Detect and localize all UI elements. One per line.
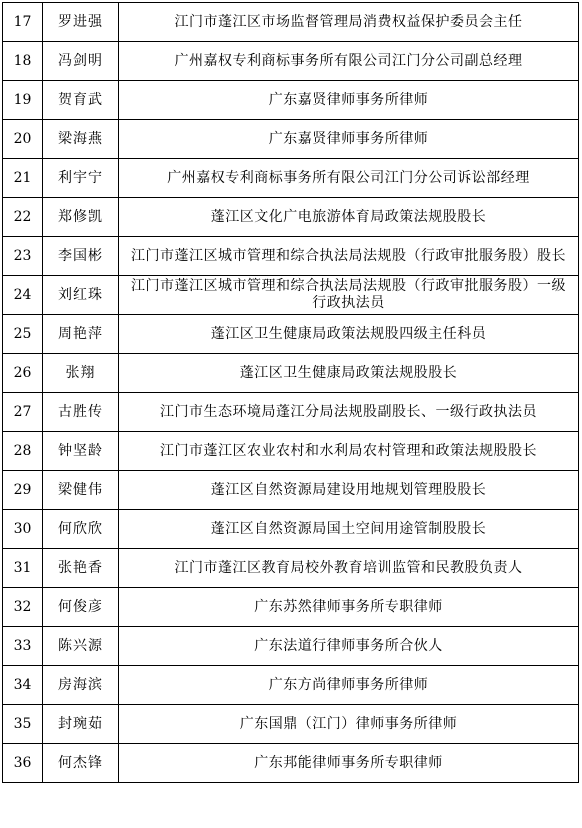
row-number-cell: 31 xyxy=(3,549,43,588)
table-row xyxy=(3,3,579,42)
row-number-cell: 33 xyxy=(3,627,43,666)
table-row xyxy=(3,354,579,393)
row-number-cell: 21 xyxy=(3,159,43,198)
member-organization-cell: 广州嘉权专利商标事务所有限公司江门分公司副总经理 xyxy=(119,42,579,81)
table-row xyxy=(3,276,579,315)
row-number-cell: 22 xyxy=(3,198,43,237)
member-organization-cell: 江门市蓬江区市场监督管理局消费权益保护委员会主任 xyxy=(119,3,579,42)
row-number-cell: 20 xyxy=(3,120,43,159)
table-row xyxy=(3,471,579,510)
member-name-cell: 周艳萍 xyxy=(43,315,119,354)
member-name-cell: 钟坚龄 xyxy=(43,432,119,471)
member-name-cell: 张翔 xyxy=(43,354,119,393)
member-name-cell: 何杰锋 xyxy=(43,744,119,783)
table-row xyxy=(3,666,579,705)
member-organization-cell: 蓬江区卫生健康局政策法规股四级主任科员 xyxy=(119,315,579,354)
table-row xyxy=(3,627,579,666)
member-organization-cell: 江门市蓬江区城市管理和综合执法局法规股（行政审批服务股）一级行政执法员 xyxy=(119,276,579,315)
member-organization-cell: 江门市蓬江区城市管理和综合执法局法规股（行政审批服务股）股长 xyxy=(119,237,579,276)
member-name-cell: 冯剑明 xyxy=(43,42,119,81)
row-number-cell: 17 xyxy=(3,3,43,42)
member-table-body xyxy=(3,3,579,783)
table-row xyxy=(3,198,579,237)
member-name-cell: 何欣欣 xyxy=(43,510,119,549)
member-name-cell: 张艳香 xyxy=(43,549,119,588)
table-row xyxy=(3,432,579,471)
member-name-cell: 郑修凯 xyxy=(43,198,119,237)
member-name-cell: 利宇宁 xyxy=(43,159,119,198)
table-row xyxy=(3,159,579,198)
row-number-cell: 36 xyxy=(3,744,43,783)
table-row xyxy=(3,237,579,276)
row-number-cell: 24 xyxy=(3,276,43,315)
row-number-cell: 18 xyxy=(3,42,43,81)
member-name-cell: 刘红珠 xyxy=(43,276,119,315)
row-number-cell: 32 xyxy=(3,588,43,627)
table-row xyxy=(3,549,579,588)
member-organization-cell: 广东国鼎（江门）律师事务所律师 xyxy=(119,705,579,744)
member-name-cell: 李国彬 xyxy=(43,237,119,276)
member-table xyxy=(2,2,579,783)
table-row xyxy=(3,393,579,432)
member-name-cell: 贺育武 xyxy=(43,81,119,120)
member-name-cell: 梁海燕 xyxy=(43,120,119,159)
row-number-cell: 26 xyxy=(3,354,43,393)
table-row xyxy=(3,315,579,354)
table-row xyxy=(3,42,579,81)
member-name-cell: 封琬茹 xyxy=(43,705,119,744)
member-organization-cell: 蓬江区卫生健康局政策法规股股长 xyxy=(119,354,579,393)
member-name-cell: 罗进强 xyxy=(43,3,119,42)
row-number-cell: 27 xyxy=(3,393,43,432)
member-table-container xyxy=(2,2,578,783)
row-number-cell: 28 xyxy=(3,432,43,471)
member-organization-cell: 广东嘉贤律师事务所律师 xyxy=(119,81,579,120)
row-number-cell: 35 xyxy=(3,705,43,744)
table-row xyxy=(3,705,579,744)
member-name-cell: 陈兴源 xyxy=(43,627,119,666)
row-number-cell: 23 xyxy=(3,237,43,276)
member-name-cell: 房海滨 xyxy=(43,666,119,705)
member-organization-cell: 广东方尚律师事务所律师 xyxy=(119,666,579,705)
row-number-cell: 29 xyxy=(3,471,43,510)
table-row xyxy=(3,120,579,159)
member-organization-cell: 广东苏然律师事务所专职律师 xyxy=(119,588,579,627)
member-organization-cell: 江门市蓬江区教育局校外教育培训监管和民教股负责人 xyxy=(119,549,579,588)
table-row xyxy=(3,588,579,627)
member-organization-cell: 广州嘉权专利商标事务所有限公司江门分公司诉讼部经理 xyxy=(119,159,579,198)
member-name-cell: 古胜传 xyxy=(43,393,119,432)
table-row xyxy=(3,744,579,783)
table-row xyxy=(3,510,579,549)
member-organization-cell: 广东法道行律师事务所合伙人 xyxy=(119,627,579,666)
row-number-cell: 25 xyxy=(3,315,43,354)
member-organization-cell: 广东嘉贤律师事务所律师 xyxy=(119,120,579,159)
row-number-cell: 34 xyxy=(3,666,43,705)
member-organization-cell: 江门市生态环境局蓬江分局法规股副股长、一级行政执法员 xyxy=(119,393,579,432)
member-organization-cell: 蓬江区自然资源局建设用地规划管理股股长 xyxy=(119,471,579,510)
row-number-cell: 19 xyxy=(3,81,43,120)
member-organization-cell: 广东邦能律师事务所专职律师 xyxy=(119,744,579,783)
member-name-cell: 何俊彦 xyxy=(43,588,119,627)
member-name-cell: 梁健伟 xyxy=(43,471,119,510)
member-organization-cell: 江门市蓬江区农业农村和水利局农村管理和政策法规股股长 xyxy=(119,432,579,471)
member-organization-cell: 蓬江区自然资源局国土空间用途管制股股长 xyxy=(119,510,579,549)
row-number-cell: 30 xyxy=(3,510,43,549)
member-organization-cell: 蓬江区文化广电旅游体育局政策法规股股长 xyxy=(119,198,579,237)
table-row xyxy=(3,81,579,120)
